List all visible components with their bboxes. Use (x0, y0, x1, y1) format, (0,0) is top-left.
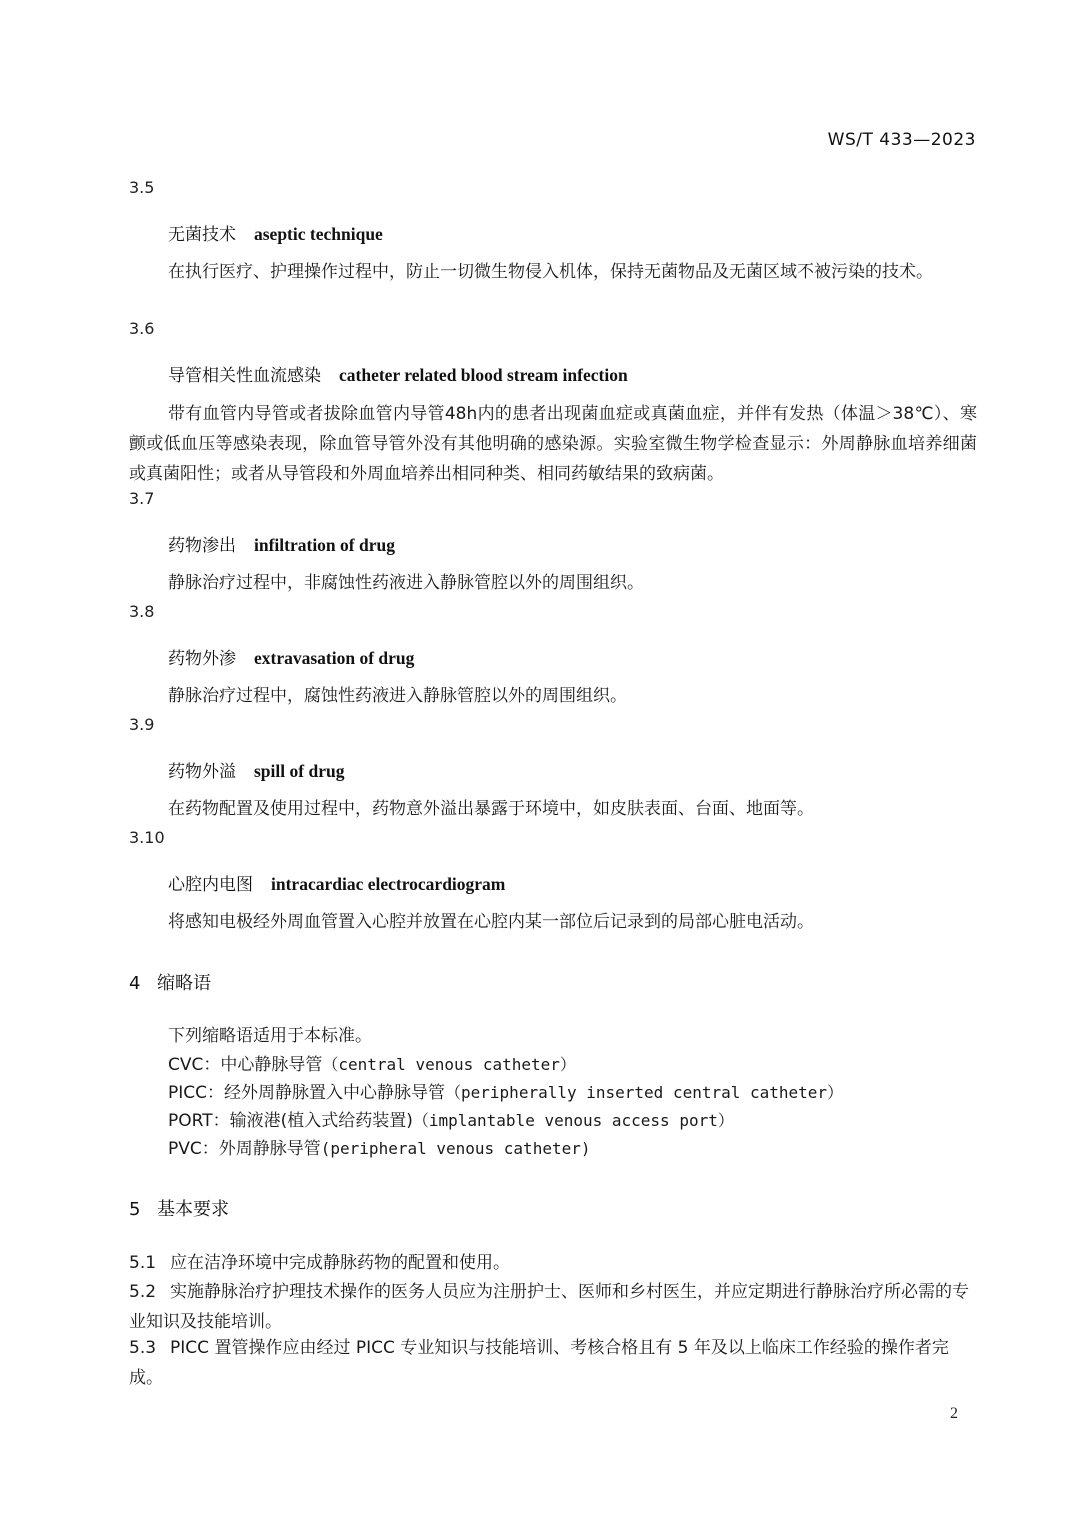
term-number: 3.8 (129, 602, 155, 621)
section-number: 5 (129, 1199, 141, 1220)
term-zh: 药物渗出 (168, 536, 236, 556)
term-definition: 在执行医疗、护理操作过程中，防止一切微生物侵入机体，保持无菌物品及无菌区域不被污染的技术。 (168, 262, 933, 282)
term-definition: 带有血管内导管或者拔除血管内导管48h内的患者出现菌血症或真菌血症，并伴有发热（体温＞38℃）、寒颤或低血压等感染表现，除血管导管外没有其他明确的感染源。实验室微生物学检查显示：外周静脉血培养细菌或真菌阳性；或者从导管段和外周血培养出相同种类、相同药敏结果的致病菌。 (129, 404, 977, 484)
term-heading (168, 361, 628, 386)
term-heading (168, 531, 395, 556)
term-number: 3.6 (129, 319, 155, 338)
abbreviation: CVC： (168, 1055, 221, 1075)
abbreviation-item (168, 1135, 590, 1163)
clause-text: 实施静脉治疗护理技术操作的医务人员应为注册护士、医师和乡村医生，并应定期进行静脉治疗所必需的专业知识及技能培训。 (129, 1282, 970, 1332)
term-zh: 无菌技术 (168, 225, 236, 245)
section-heading (129, 969, 211, 995)
abbreviation-item (168, 1079, 843, 1107)
clause-text: PICC 置管操作应由经过 PICC 专业知识与技能培训、考核合格且有 5 年及以上临床工作经验的操作者完成。 (129, 1338, 949, 1388)
abbreviation-en: (peripheral venous catheter) (320, 1139, 591, 1158)
clause-number: 5.2 (129, 1282, 157, 1302)
term-heading (168, 644, 414, 669)
section-number: 4 (129, 973, 141, 994)
term-number: 3.10 (129, 828, 165, 847)
term-zh: 药物外渗 (168, 649, 236, 669)
term-definition: 将感知电极经外周血管置入心腔并放置在心腔内某一部位后记录到的局部心脏电活动。 (168, 912, 814, 932)
abbreviation: PICC： (168, 1083, 225, 1103)
abbreviation-item (168, 1107, 734, 1135)
requirement-clause (129, 1248, 977, 1278)
abbreviation-zh: 中心静脉导管 (220, 1055, 323, 1075)
requirement-clause (129, 1333, 977, 1393)
term-zh: 药物外溢 (168, 762, 236, 782)
term-heading (168, 757, 344, 782)
abbreviation: PVC： (168, 1139, 219, 1159)
term-definition: 在药物配置及使用过程中，药物意外溢出暴露于环境中，如皮肤表面、台面、地面等。 (168, 799, 814, 819)
clause-text: 应在洁净环境中完成静脉药物的配置和使用。 (170, 1253, 511, 1273)
term-en: spill of drug (254, 761, 345, 781)
term-number: 3.5 (129, 178, 155, 197)
abbreviation-item (168, 1051, 576, 1079)
term-number: 3.9 (129, 715, 155, 734)
abbreviation-zh: 外周静脉导管 (218, 1139, 321, 1159)
abbreviation-en: （peripherally inserted central catheter） (445, 1083, 844, 1102)
clause-number: 5.3 (129, 1338, 157, 1358)
term-en: aseptic technique (254, 224, 383, 244)
term-heading (168, 220, 383, 245)
abbreviation-intro: 下列缩略语适用于本标准。 (168, 1026, 372, 1046)
term-en: catheter related blood stream infection (339, 365, 628, 385)
term-heading (168, 870, 505, 895)
term-en: infiltration of drug (254, 535, 395, 555)
requirement-clause (129, 1277, 977, 1337)
abbreviation-en: （implantable venous access port） (412, 1111, 734, 1130)
clause-number: 5.1 (129, 1253, 157, 1273)
term-en: extravasation of drug (254, 648, 415, 668)
page-number: 2 (950, 1405, 958, 1422)
section-title: 基本要求 (157, 1199, 229, 1220)
term-en: intracardiac electrocardiogram (271, 874, 506, 894)
abbreviation-zh: 输液港(植入式给药装置) (229, 1111, 413, 1131)
section-heading (129, 1195, 229, 1221)
standard-code: WS/T 433—2023 (827, 130, 976, 150)
term-number: 3.7 (129, 489, 155, 508)
abbreviation-en: （central venous catheter） (322, 1055, 576, 1074)
abbreviation-zh: 经外周静脉置入中心静脉导管 (224, 1083, 446, 1103)
term-zh: 导管相关性血流感染 (168, 366, 321, 386)
section-title: 缩略语 (157, 973, 211, 994)
term-definition: 静脉治疗过程中，非腐蚀性药液进入静脉管腔以外的周围组织。 (168, 573, 644, 593)
term-definition: 静脉治疗过程中，腐蚀性药液进入静脉管腔以外的周围组织。 (168, 686, 627, 706)
abbreviation: PORT： (168, 1111, 230, 1131)
term-zh: 心腔内电图 (168, 875, 253, 895)
